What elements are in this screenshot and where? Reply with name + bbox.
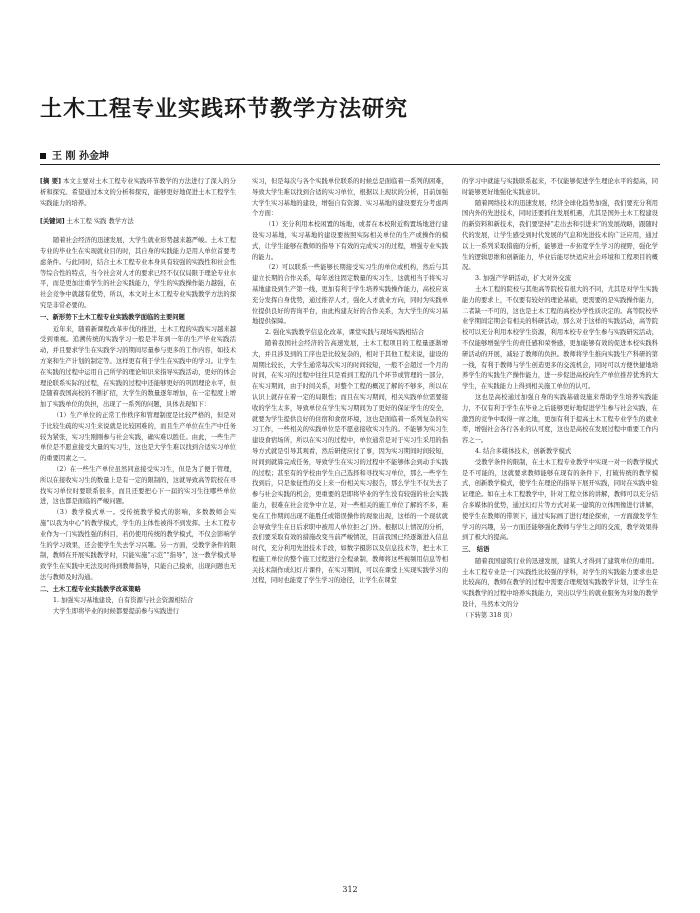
subsection-heading: 3. 加强产学研活动，扩大对外交流 [475,275,572,283]
paragraph: （1）生产单位的正常工作秩序和管理制度是比较严格的，但是对于比较生疏的实习生来说就是比较困难的，而且生产单位在生产中任务较为紧张，实习生刚刚参与社会实践，确实难以胜任。由此，一些生产单位是不愿意接受大量的实习生，这也是大学生难以找到合适实习单位的重要因素之一。 [40,411,236,463]
paragraph: 实习，但是每次与各个实践单位联系的时候总是面临着一系列的困难，导致大学生难以找到合适的实习单位，根据以上现状的分析，目前加强大学生实习基地的建设，增强自有资源、实习基地的建设要充分考虑两个方面： [252,178,448,218]
page-number: 312 [342,885,358,894]
section-heading-2: 二、土木工程专业实践教学改革策略 [40,585,141,593]
paragraph: 的学习中就能与实践联系起来，不仅能够促进学生理论水平的提高，同时能够更好地强化实践意识。 [462,178,658,196]
intro-paragraph: 随着社会经济的迅速发展，大学生就业形势越来越严峻。土木工程专业的毕业生在实现就业目的时，其自身的实践能力是用人单位首要考虑条件。与此同时，结合土木工程专业本身具有较强的实践性和社会性等综合性的特点，当今社会对人才的要求已经不仅仅局限于理论专业水平，而是更加注重学生的社会实践能力，学生的实践操作能力越强，在社会竞争中就越有优势，所以，本文对土木工程专业实践教学方法的探究是非常必要的。 [40,237,236,309]
square-bullet-icon [40,153,46,159]
section-heading-3: 三、 结语 [462,546,490,554]
keywords [40,217,236,228]
paragraph: （2）在一些生产单位虽然同意接受实习生，但是为了便于管理，所以在接收实习生的数量上是有一定的限制的，这就导致高等院校在寻找实习单位时要联系很多，而且还要把心下一届的实习生往哪些单位进，这也都是面临的严峻问题。 [40,465,236,506]
paragraph: （2）可以联系一些能够长期接受实习生的单位或机构，然后与其建立长期的合作关系，每年送往固定数量的实习生，这就相当于将实习基地建设到生产第一线，更加有利于学生培养实践操作能力，高校应该充分发挥自身优势，通过推荐人才，强化人才就业方向，同时为实践单位提供良好的咨询平台，由此构建友好的合作关系，为大学生的实习基地提供保障。 [252,264,448,326]
subsection-heading: 4. 结合多媒体技术，创新教学模式 [475,447,572,455]
column-2 [252,177,448,867]
keywords-text: 土木工程 实践 教学方法 [66,218,134,226]
paragraph: （1）充分利用本校闲置的场地，或者在本校附近购置场地进行建设实习基地，实习基地的建设要按照实际相关单位的生产或操作的模式，让学生能够在教师的指导下有效的完成实习的过程，增强专业实践的能力。 [252,221,448,261]
paragraph: 随着我国社会经济的告高速发展，土木工程项目的工程量逐渐增大，并且涉及到的工序也是比较复杂的，相对于其他工程来说，建设的周期比较长，大学生通常每次实习的时间较短，一般不会超过一个月的时间，在实习的过程中往往只是看到工程的几个环节或管理的一部分，在实习期间，由于时间关系，对整个工程的概况了解的不够多，所以在认识上就存在着一定的局限性；而且在实习期间，相关实践单位需要接收的学生太多，导致单位在学生实习期间为了更好的保证学生的安全，就要为学生提供良好的住宿和食宿环境，这也是面临着一系列复杂的实习工作，一些相关的实践单位是不愿意接收实习生的。不能够为实习生建设食宿场所，所以在实习的过程中，单位通常是对于实习生采用的指导方式就是引导其观看，然后研使应付了事，因为实习期间时间较短，时间到就算完成任务，导致学生在实习的过程中不能够体会到动手实践的过程；甚至有的学校由学生自己选择和寻找实习单位，那么一些学生找到后，只是象征性的交上来一份相关实习报告，那么学生不仅失去了参与社会实践的机会，更重要的是即将毕业的学生没有较强的社会实践能力，很难在社会竞争中立足，对一些相关的施工单位了解的不多，难免在工作期间出现不能胜任或错误操作的现象出现，这样的一个现状就会导致学生在日后求职中被用人单位拒之门外。根据以上情况的分析，我们要采取有效的措施改变当前严峻情况，目前我国已经逐渐进入信息时代，充分利用先进技术手段，如数字摄影以及信息技术等，把土木工程施工单位的整个施工过程进行全程录制，教师将这些视频用信息等相关技术制作成幻灯片课件，在实习期间，可以在课堂上实现实践学习的过程，同时也能宽了学生学习的途径，让学生在课堂 [252,339,448,585]
paragraph: 近年来，随着新课程改革步伐的推进，土木工程的实践实习越来越受到重视。追溯传统的实践学习一般是半年到一年的生产毕业实践活动，并且要求学生在实践学习的期间尽量参与更多的工作内容，如技术方案和生产计划的制定等。这样更有利于学生在实践中的学习。让学生在实践的过程中运用自己所学的理论知识来指导实践活动，更好的体会理论联系实际的过程，在实践的过程中还能够更好的巩固理论水平，但是随着我国高校的不断扩招，大学生的数量逐年增加，在一定程度上增加了实践单位的负担，出现了一系列的问题，具体表现如下： [40,325,236,409]
subsection-heading: 1. 加强实习基地建设，自有资源与社会资源相结合 [53,597,194,605]
keywords-label: [关键词] [40,218,65,226]
section-heading-1: 一、新形势下土木工程专业实践教学面临的主要问题 [40,313,185,321]
paragraph: （3）教学模式单一。受传统教学模式的影响，多数教师会实施“以我为中心”的教学模式，学生的主体性被得不到发挥。土木工程专业作为一门实践性强的科目，若仍使用传统的教学模式，不仅会影响学生的学习效果，还会使学生失去学习兴趣。另一方面，受教学条件的限制，教师在开展实践教学时，只能实施“示范”“指导”，这一教学模式导致学生在实践中无法及时得到教师指导，只能自己摸索，出现问题也无法与教师及时沟通。 [40,509,236,581]
subsection-heading: 2. 强化实践教学信息化改革，课堂实践与现场实践相结合 [265,329,425,337]
paper-title: 土木工程专业实践环节教学方法研究 [40,97,409,122]
paragraph: 大学生即将毕业的时候都要提前参与实践进行 [53,608,179,616]
continued-note: （下转第 318 页） [462,611,516,619]
abstract-label: [摘 要] [40,178,61,185]
paragraph: 随着网络技术的迅速发展，经济全球化趋势加强，我们要充分利用国内外的先进技术，同时还要抓住发展机遇，尤其是国外土木工程建设的新资料和新技术，我们要坚持“走出去和引进来”的发展战略，跟随时代的发展，让学生感受到时代发展的气息和先进技术的广泛应用，通过以上一系列采取措施的分析，能够进一步拓宽学生学习的视野，强化学生的逻辑思维和创新能力，毕业后能尽快适应社会环境和工程项目的概况。 [462,199,658,272]
paragraph: 随着我国建筑行业的迅速发展，建筑人才得到了建筑单位的重用。土木工程专业是一门实践性比较强的学科，对学生的实践能力要求也是比较高的，教师在教学的过程中需要合理规划实践教学计划，让学生在实践教学的过程中培养实践能力，突出以学生的就业服务为对象的教学设计，当然本文的分 [462,557,658,609]
authors [40,147,109,162]
header-rule [40,164,660,165]
column-3 [462,177,658,867]
abstract-text: 本文主要对土木工程专业实践环节教学的方法进行了深入的分析和探究。希望通过本文的分析和探究，能够更好地促进土木工程学生实践能力的培养。 [40,178,236,207]
paragraph: 土木工程的院校与其他高等院校有很大的不同，尤其是对学生实践能力的要求上，不仅要有较好的理论基础，更需要的是实践操作能力，二者缺一不可的，这也是土木工程的高校办学性质决定的。高等院校毕业学期间定期会有相关的科研活动，那么对于这样的实践活动，高等院校可以充分利用本校学生资源，利用本校专业学生参与实践研究活动，不仅能够增强学生的责任感和荣誉感，更加能够有效的促进本校实践科研活动的开展，减轻了教师的负担。教师将学生推向实践生产科研的第一线，有利于教师与学生创造更多的交流机会，同时可以方便快捷地培养学生的实践生产操作能力，进一步促进高校向生产单位推荐优秀的大学生，在实践能力上得到相关施工单位的认可。 [462,285,658,391]
paragraph: 这也是高校通过加强自身的实践基础设施来帮助学生培养实践能力，不仅有利于学生在毕业之后能够更好地促进学生参与社会实践，在激烈的竞争中取得一席之地，更加有利于提高土木工程专业学生的就业率，增强社会各行各业的认可度，这也是高校在发展过程中重要工作内容之一。 [462,393,658,445]
paragraph: 受教学条件的限制，在土木工程专业教学中实现一对一的教学模式是不可能的，这就要求教师能够在现有的条件下，打破传统的教学模式，创新教学模式，使学生在理论的指导下展开实践，同时在实践中验证理论。如在土木工程教学中，针对工程立体的讲解，教师可以充分结合多媒体的优势，通过幻灯片等方式对某一建筑的立体图像进行讲解，使学生在教师的带领下，通过实际画了进行理论探索，一方面激发学生学习的兴趣，另一方面还能够强化教师与学生之间的交流，教学效果得到了极大的提高。 [462,458,658,542]
author-names: 王 刚 孙金坤 [52,151,109,162]
column-1 [40,177,236,867]
abstract [40,177,236,209]
